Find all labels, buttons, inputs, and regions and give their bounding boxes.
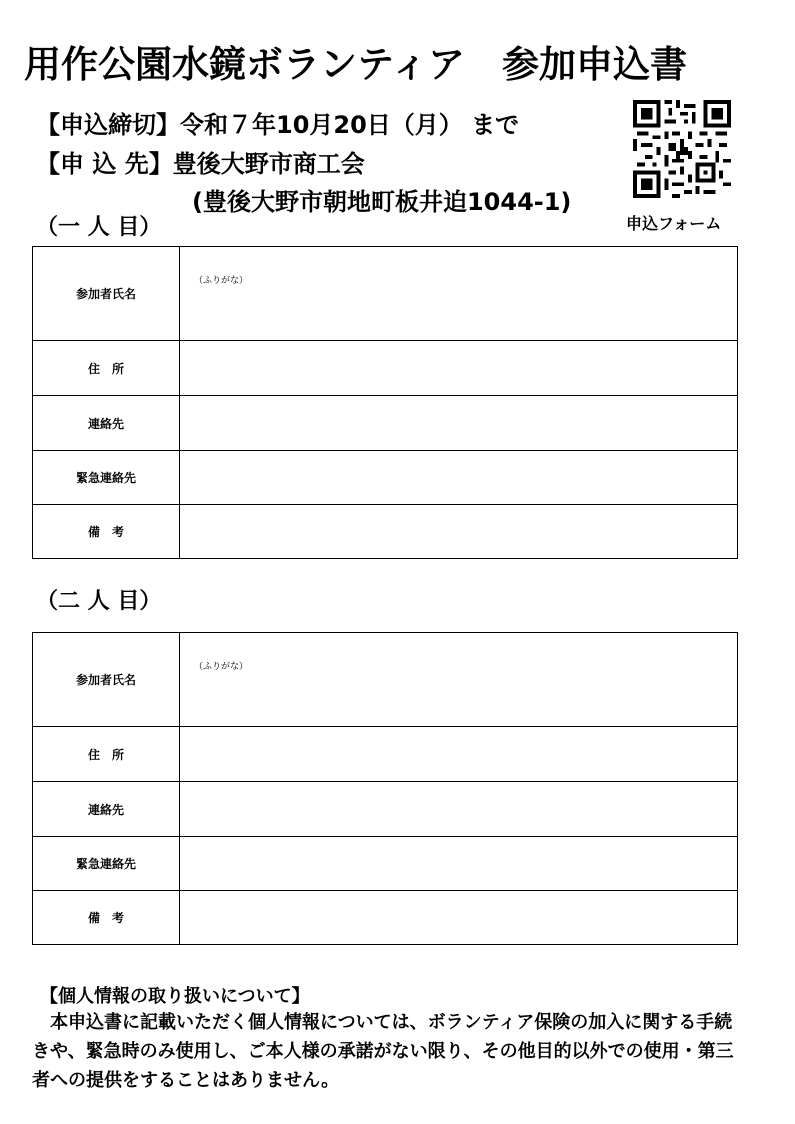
name-field[interactable] [180,633,738,727]
remarks-field[interactable] [180,505,738,559]
table-row [33,837,738,891]
contact-field[interactable] [180,782,738,837]
contact-field[interactable] [180,396,738,451]
address-field[interactable] [180,727,738,782]
person-2-heading: （二 人 目） [36,589,162,614]
deadline-line: 【申込締切】令和７年10月20日（月） まで [36,111,520,139]
furigana-note: （ふりがな） [194,662,249,672]
table-row [33,451,738,505]
furigana-note: （ふりがな） [194,276,249,286]
table-row [33,782,738,837]
table-row [33,396,738,451]
table-row [33,633,738,727]
person-1-table [32,246,738,559]
remarks-field[interactable] [180,891,738,945]
emergency-contact-label: 緊急連絡先 [33,837,180,891]
contact-label: 連絡先 [33,396,180,451]
address-label: 住 所 [33,727,180,782]
emergency-contact-label: 緊急連絡先 [33,451,180,505]
emergency-contact-field[interactable] [180,837,738,891]
destination-line: 【申 込 先】豊後大野市商工会 [36,150,365,178]
table-row [33,727,738,782]
remarks-label: 備 考 [33,891,180,945]
address-field[interactable] [180,341,738,396]
table-row [33,891,738,945]
qr-form-label: 申込フォーム [626,214,722,233]
address-line: (豊後大野市朝地町板井迫1044-1) [192,188,572,216]
table-row [33,341,738,396]
emergency-contact-field[interactable] [180,451,738,505]
person-1-heading: （一 人 目） [36,215,162,240]
name-label: 参加者氏名 [33,633,180,727]
table-row [33,247,738,341]
table-row [33,505,738,559]
contact-label: 連絡先 [33,782,180,837]
privacy-body: 本申込書に記載いただく個人情報については、ボランティア保険の加入に関する手続きや、緊急時のみ使用し、ご本人様の承諾がない限り、その他目的以外での使用・第三者への提供をすることはありません。 [32,1012,734,1091]
remarks-label: 備 考 [33,505,180,559]
name-label: 参加者氏名 [33,247,180,341]
privacy-heading: 【個人情報の取り扱いについて】 [40,986,310,1007]
qr-code-icon[interactable] [633,100,731,198]
person-2-table [32,632,738,945]
address-label: 住 所 [33,341,180,396]
name-field[interactable] [180,247,738,341]
page-title: 用作公園水鏡ボランティア 参加申込書 [24,43,688,86]
